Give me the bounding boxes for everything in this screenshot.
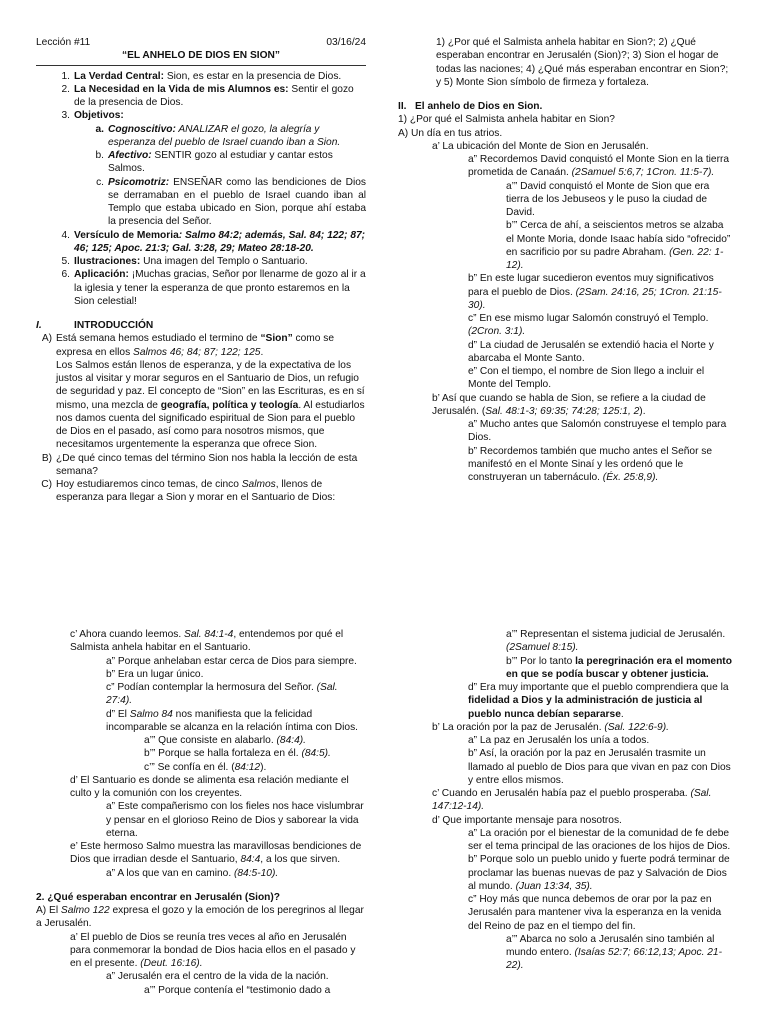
point-A2: A) El Salmo 122 expresa el gozo y la emoción de los peregrinos al llegar a Jerusalén. [36,905,364,930]
point-a1b: b” En este lugar sucedieron eventos muy significativos para el pueblo de Dios. (2Sam. 24:16, 25; 1Cron. 21:15-30). [468,273,722,311]
point-r1: a’” Representan el sistema judicial de Jerusalén. (2Samuel 8:15). [506,629,726,654]
point-a1e: e” Con el tiempo, el nombre de Sion llego a incluir el Monte del Templo. [468,366,705,391]
point-a2a: a” Jerusalén era el centro de la vida de la nación. [106,971,329,983]
objective-affective: b. Afectivo: SENTIR gozo al estudiar y cantar estos Salmos. [95,150,333,175]
page2-right-column [398,628,734,973]
point-r6: b” Así, la oración por la paz en Jerusalén trasmite un llamado al pueblo de Dios para que vivan en paz con Dios y entre ellos mismos. [468,748,731,786]
page2-left-column [36,628,366,997]
lesson-number: Lección #11 [36,37,91,48]
point-a1a-a: a’” David conquistó el Monte de Sion que era tierra de los Jebuseos y le puso la ciudad de David. [506,180,710,218]
point-c1b: b” Era un lugar único. [106,668,204,680]
point-e1: e’ Este hermoso Salmo muestra las maravillosas bendiciones de Dios que irradian desde el Santuario, 84:4, a los que sirven. [70,841,362,866]
point-c1c: c” Podían contemplar la hermosura del Señor. (Sal. 27:4). [106,682,338,707]
point-a1a: a” Recordemos David conquistó el Monte Sion en la tierra prometida de Canaán. (2Samuel 5:6,7; 1Cron. 11:5-7). [468,154,730,179]
point-r9: a” La oración por el bienestar de la comunidad de fe debe ser el tema principal de las oraciones de los hijos de Dios. [468,827,731,852]
point-d1a: a” Este compañerismo con los fieles nos hace vislumbrar y pensar en el glorioso Reino de Dios y saborear la vida eterna. [106,801,364,839]
objective-cognitive: a. Cognoscitivo: ANALIZAR el gozo, la alegría y esperanza del pueblo de Israel cuando iban a Sion. [95,123,341,148]
point-r11: c” Hoy más que nunca debemos de orar por la paz en Jerusalén para mantener viva la esperanza en la venida del Reino de paz en el tiempo del fin. [468,894,722,932]
point-r10: b” Porque solo un pueblo unido y fuerte podrá terminar de proclamar las buenas nuevas de paz y Salvación de Dios al mundo. (Juan 13:34, 35). [468,854,730,892]
point-c1d-a: a’” Que consiste en alabarlo. (84:4). [144,735,306,746]
point-r8: d’ Que importante mensaje para nosotros. [432,814,622,826]
point-e1a: a” A los que van en camino. (84:5-10). [106,867,279,879]
lesson-title: “EL ANHELO DE DIOS EN SION” [36,49,366,65]
section-ii-heading: II. El anhelo de Dios en Sion. [398,101,543,112]
point-r7: c’ Cuando en Jerusalén había paz el pueblo prosperaba. (Sal. 147:12-14). [432,788,712,813]
list-item-memory-verse: 4. Versículo de Memoria: Salmo 84:2; además, Sal. 84; 122; 87; 46; 125; Apoc. 21:3; Gal. 3:28, 29; Mateo 28:18-20. [61,229,366,254]
lesson-date: 03/16/24 [326,37,366,48]
list-item-central-truth: 1. La Verdad Central: Sion, es estar en la presencia de Dios. [61,70,342,82]
point-a2: a’ El pueblo de Dios se reunía tres veces al año en Jerusalén para conmemorar la bondad de Dios hacia ellos en el pasado y en el presente. (Deut. 16:16). [70,931,356,969]
intro-paragraph-a: A) Está semana hemos estudiado el termino de “Sion” como se expresa en ellos Salmos 46; 84; 87; 122; 125. Los Salmos están llenos de esperanza, y de la expectativa de los justos al visitar y morar seguros en el Santuario de Dios, un refugio de seguridad y paz. El concepto de “Sion” en las Escrituras, es en sí mismo, una mezcla de geografía, política y teología. Al estudiarlos nos damos cuenta del significado espiritual de Sion para el pueblo de Dios en el pasado, así como para nosotros mismos, que necesitamos urgentemente la esperanza que ofrece Sion. [41,333,365,451]
objective-psychomotor: c. Psicomotriz: ENSEÑAR como las bendiciones de Dios se derramaban en el pueblo de Israel cuando iban al Templo que estaba ubicado en Sion, porque ahí estaba la presencia del Señor. [96,176,366,228]
question-1: 1) ¿Por qué el Salmista anhela habitar en Sion? [398,114,615,126]
point-a2a-a: a’” Porque contenía el “testimonio dado a [144,984,331,996]
list-item-objectives: 3. Objetivos: [61,110,124,122]
point-a1: a’ La ubicación del Monte de Sion en Jerusalén. [432,140,649,152]
point-b1b: b” Recordemos también que mucho antes el Señor se manifestó en el Monte Sinaí y les ordenó que le construyeran un tabernáculo. (Éx. 25:8,9). [468,445,713,483]
point-r4: b’ La oración por la paz de Jerusalén. (Sal. 122:6-9). [432,721,669,733]
section-intro-heading: I. INTRODUCCIÓN [36,320,154,331]
point-r5: a” La paz en Jerusalén los unía a todos. [468,735,650,746]
point-r3: d” Era muy importante que el pueblo comprendiera que la fidelidad a Dios y la administración de justicia al pueblo nunca debían separarse. [468,682,729,720]
point-a1d: d” La ciudad de Jerusalén se extendió hacia el Norte y abarcaba el Monte Santo. [468,339,714,364]
five-questions: 1) ¿Por qué el Salmista anhela habitar en Sion?; 2) ¿Qué esperaban encontrar en Jerusalén (Sion)?; 3) Sion el hogar de todas las naciones; 4) ¿Qué más esperaban encontrar en Sion?; y 5) Monte Sion símbolo de firmeza y fortaleza. [436,37,729,88]
point-c1a: a” Porque anhelaban estar cerca de Dios para siempre. [106,655,357,667]
page1-left-column [36,36,366,505]
point-c1d-c: c’” Se confía en él. (84:12). [144,761,267,773]
point-c1d-b: b’” Porque se halla fortaleza en él. (84:5). [144,748,331,760]
intro-paragraph-b: B) ¿De qué cinco temas del término Sion nos habla la lección de esta semana? [41,452,358,477]
point-r2: b’” Por lo tanto la peregrinación era el momento en que se podía buscar y obtener justicia. [506,655,732,680]
point-b1: b’ Así que cuando se habla de Sion, se refiere a la ciudad de Jerusalén. (Sal. 48:1-3; 69:35; 74:28; 125:1, 2). [432,392,706,417]
lesson-header [36,36,366,49]
point-r12: a’” Abarca no solo a Jerusalén sino también al mundo entero. (Isaías 52:7; 66:12,13; Apoc. 21-22). [506,933,722,972]
intro-paragraph-c: C) Hoy estudiaremos cinco temas, de cinco Salmos, llenos de esperanza para llegar a Sion y morar en el Santuario de Dios: [41,479,336,504]
page1-right-column [398,36,734,484]
point-c1: c’ Ahora cuando leemos. Sal. 84:1-4, entendemos por qué el Salmista anhela habitar en el Santuario. [70,629,344,654]
point-a1c: c” En ese mismo lugar Salomón construyó el Templo. (2Cron. 3:1). [468,313,709,338]
list-item-need: 2. La Necesidad en la Vida de mis Alumnos es: Sentir el gozo de la presencia de Dios. [61,83,354,108]
point-d1: d’ El Santuario es donde se alimenta esa relación mediante el culto y la comunión con los creyentes. [70,774,349,799]
list-item-application: 6. Aplicación: ¡Muchas gracias, Señor por llenarme de gozo al ir a la iglesia y tener la esperanza de que pronto estaremos en la Sion celestial! [61,269,366,307]
point-a1a-b: b’” Cerca de ahí, a seiscientos metros se alzaba el Monte Moria, donde Isaac había sido “ofrecido” en sacrificio por su padre Abraham. (Gen. 22: 1-12). [506,220,731,271]
list-item-illustrations: 5. Ilustraciones: Una imagen del Templo o Santuario. [61,256,308,267]
point-c1d: d” El Salmo 84 nos manifiesta que la felicidad incomparable se alcanza en la relación íntima con Dios. [106,708,358,733]
question-2-heading: 2. ¿Qué esperaban encontrar en Jerusalén (Sion)? [36,891,281,903]
point-a: A) Un día en tus atrios. [398,127,503,139]
point-b1a: a” Mucho antes que Salomón construyese el templo para Dios. [468,419,727,444]
